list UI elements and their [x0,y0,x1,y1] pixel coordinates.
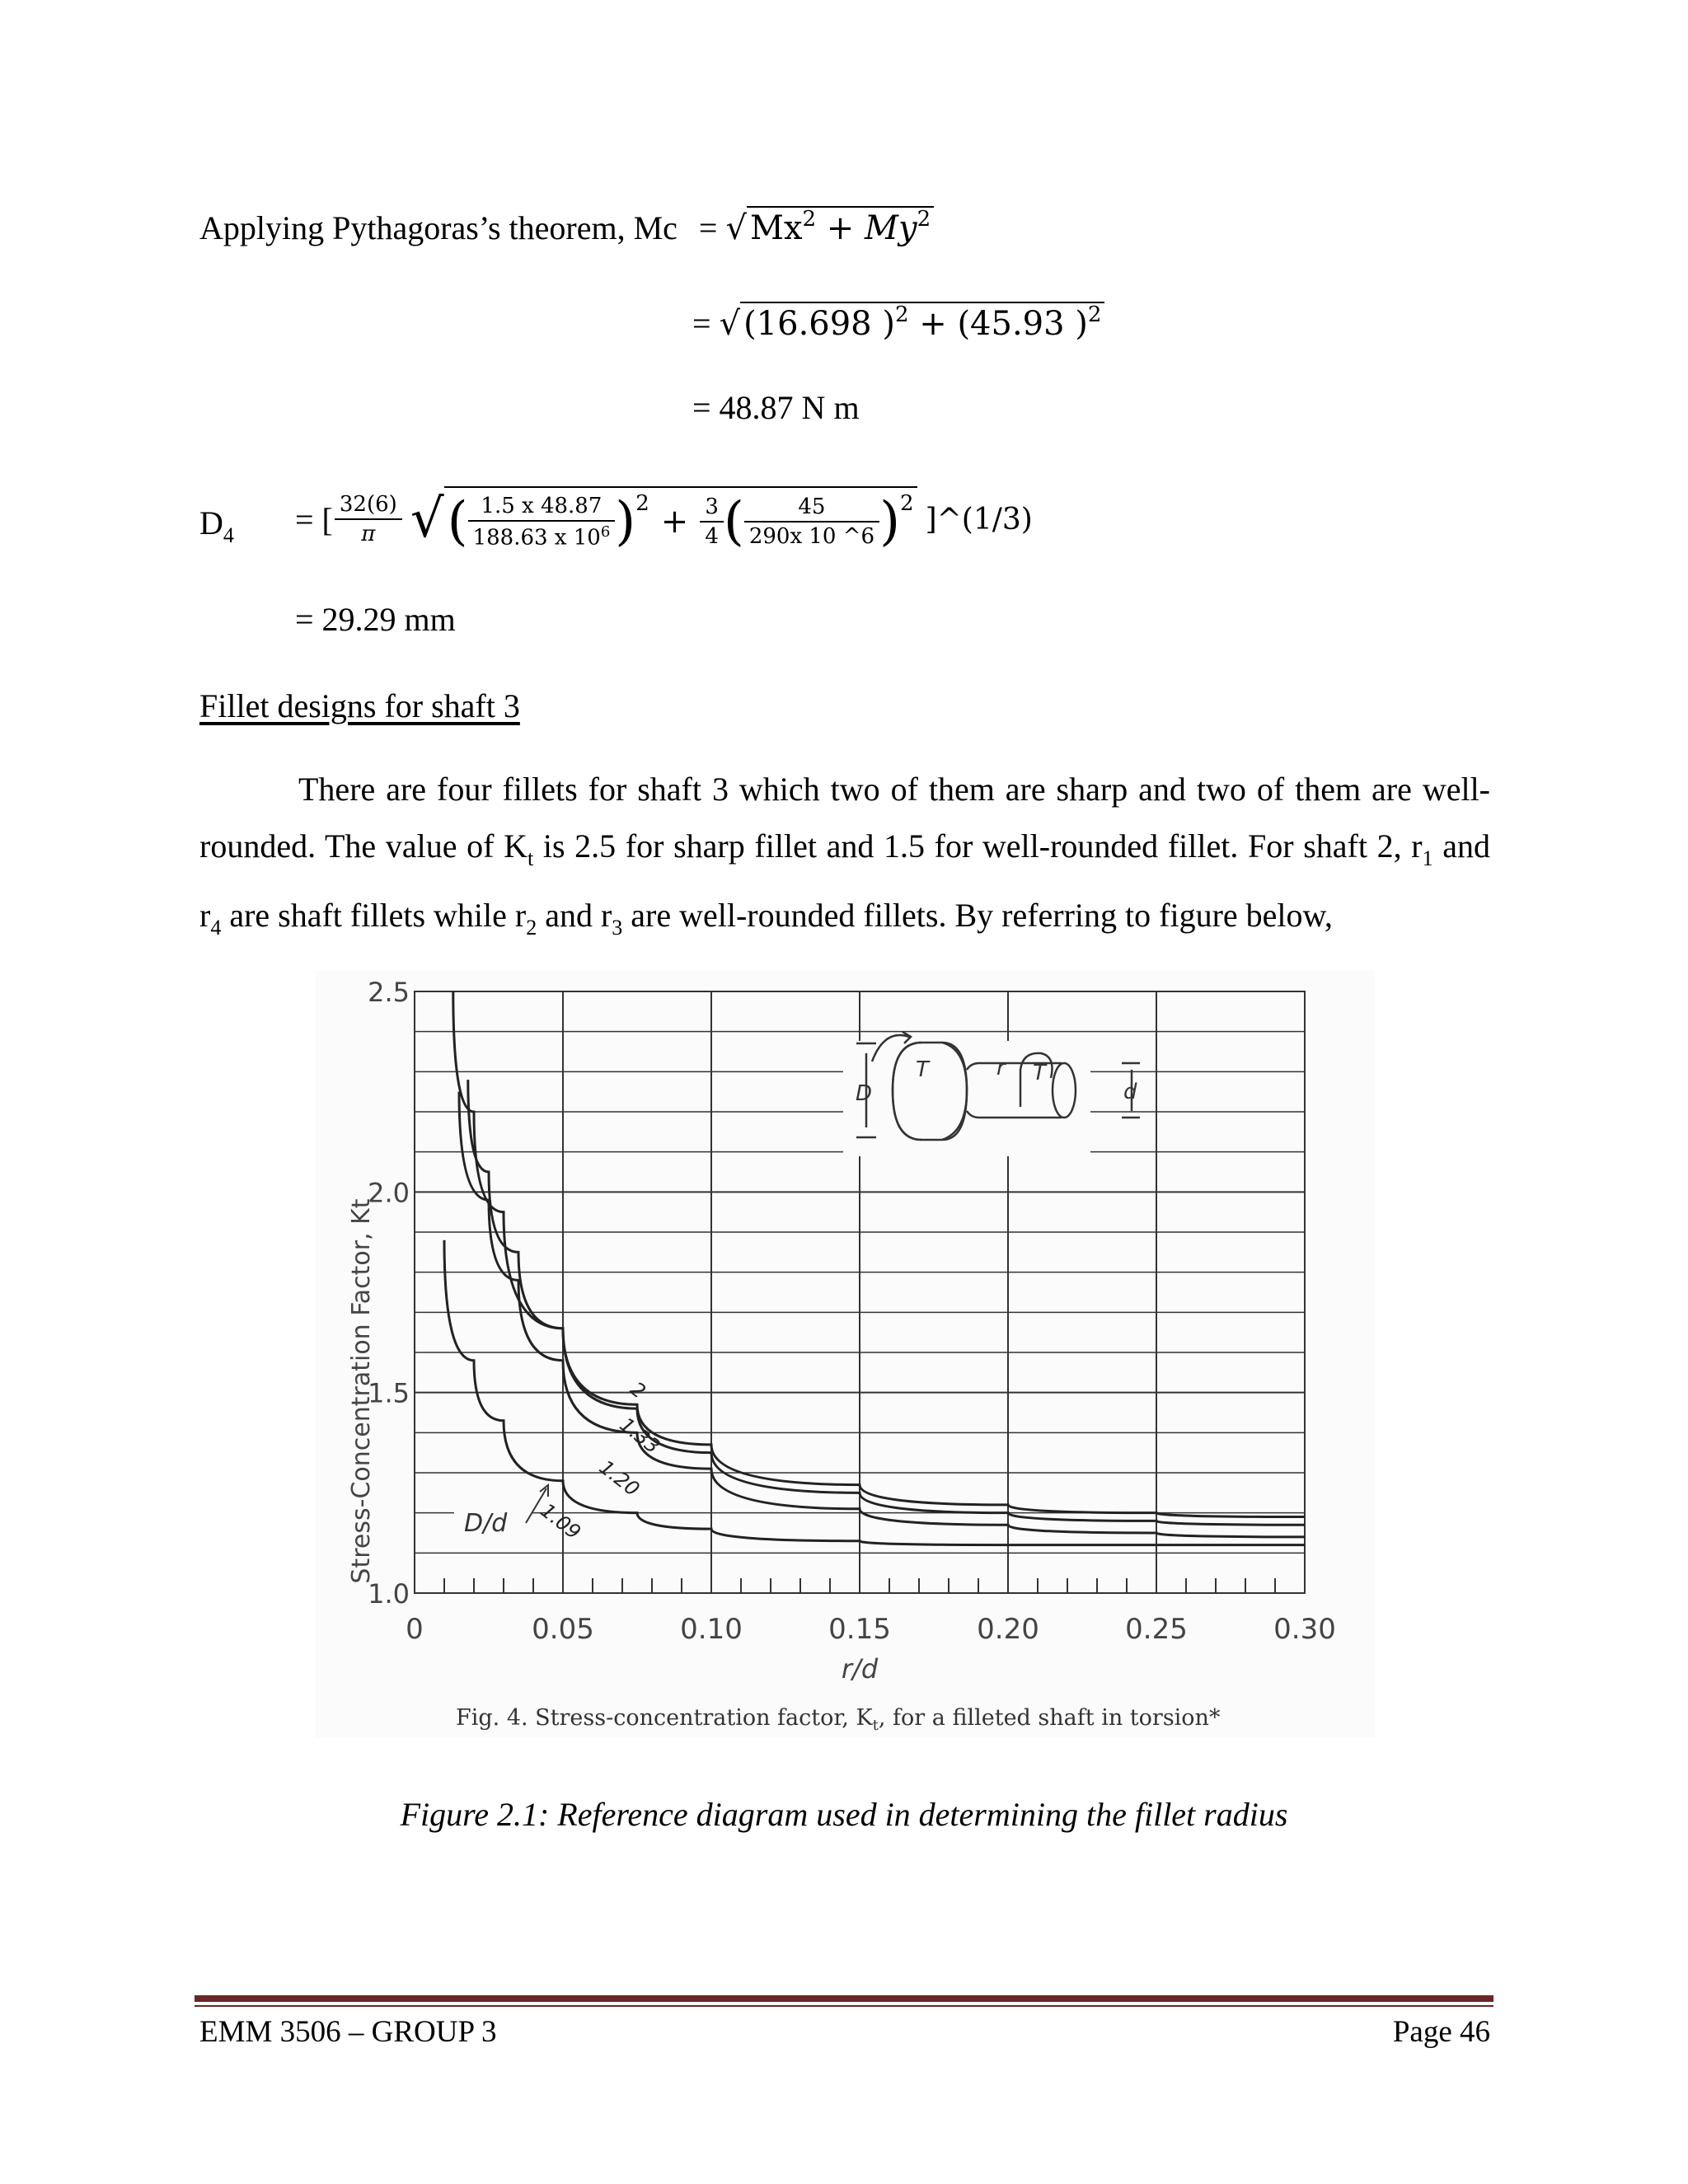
stress-concentration-chart [316,971,1375,1737]
x-tick-label: 0.25 [1125,1613,1188,1646]
y-tick-label: 1.0 [368,1578,410,1610]
annotation-T2: T [1033,1061,1046,1085]
curve-label: 2 [626,1377,650,1404]
eq1-lead: Applying Pythagoras’s theorem, Mc [199,209,678,246]
y-tick-label: 2.5 [368,977,410,1008]
footer-left: EMM 3506 – GROUP 3 [199,2015,497,2049]
eq2-label: $D_4$ [199,504,234,547]
annotation-D: D [856,1081,873,1106]
y-tick-label: 1.5 [368,1377,410,1409]
x-tick-label: 0.10 [680,1613,743,1646]
x-axis-label: r/d [841,1653,879,1685]
eq1-line1 [199,209,934,245]
curve-label: 1.33 [615,1413,664,1459]
x-tick-label: 0.20 [977,1613,1039,1646]
curve-label: 1.20 [594,1455,645,1502]
x-tick-label: 0.30 [1273,1613,1336,1646]
eq2-expression: = [ $\frac{32(6)}{\pi}$ √ ( $\frac{1.5 x 48.87}{188.63 x 10^6}$ ) 2 + $\frac{3}{4}$ ( $\frac{45}{290x 10 \^{}6}$ ) 2 ]^(1/3) [295,482,1033,556]
annotation-d: d [1123,1080,1137,1104]
svg-text:D/d: D/d [464,1509,508,1538]
x-tick-label: 0 [406,1613,424,1646]
page-number: Page 46 [1392,2015,1490,2049]
eq1-radical: √ Mx$^2$ + My$^2$ [725,206,934,247]
x-tick-label: 0.05 [532,1613,594,1646]
eq1-radical-2: √ (16.698 )$^2$ + (45.93 )$^2$ [720,302,1105,343]
section-heading: Fillet designs for shaft 3 [199,687,520,724]
x-tick-label: 0.15 [828,1613,891,1646]
y-tick-label: 2.0 [368,1177,410,1209]
figure-caption: Figure 2.1: Reference diagram used in determining the fillet radius [400,1796,1288,1833]
inner-figure-caption: Fig. 4. Stress-concentration factor, $K_t$, for a filleted shaft in torsion* [456,1705,1221,1734]
eq2-result: = 29.29 mm [295,601,456,638]
curve-label: 1.09 [536,1498,585,1544]
eq1-result: = 48.87 N m [692,389,860,426]
annotation-r: r [996,1056,1006,1080]
annotation-T1: T [916,1057,929,1082]
eq1-equals: = [698,209,718,246]
footer-rule [195,1995,1493,2002]
eq1-line2: = √ (16.698 )$^2$ + (45.93 )$^2$ [692,304,1104,340]
footer-rule-thin [195,2005,1493,2007]
y-axis-label: Stress-Concentration Factor, Kt [347,1198,376,1584]
body-paragraph: There are four fillets for shaft 3 which two of them are sharp and two of them are well-rounded. The value of $K_t$ is 2.5 for sharp fillet and 1.5 for well-rounded fillet. For shaft 2, $r_1$ and $r_4$ are shaft fillets while $r_2$ and $r_3$ are well-rounded fillets. By referring to figure below, [199,771,1490,940]
